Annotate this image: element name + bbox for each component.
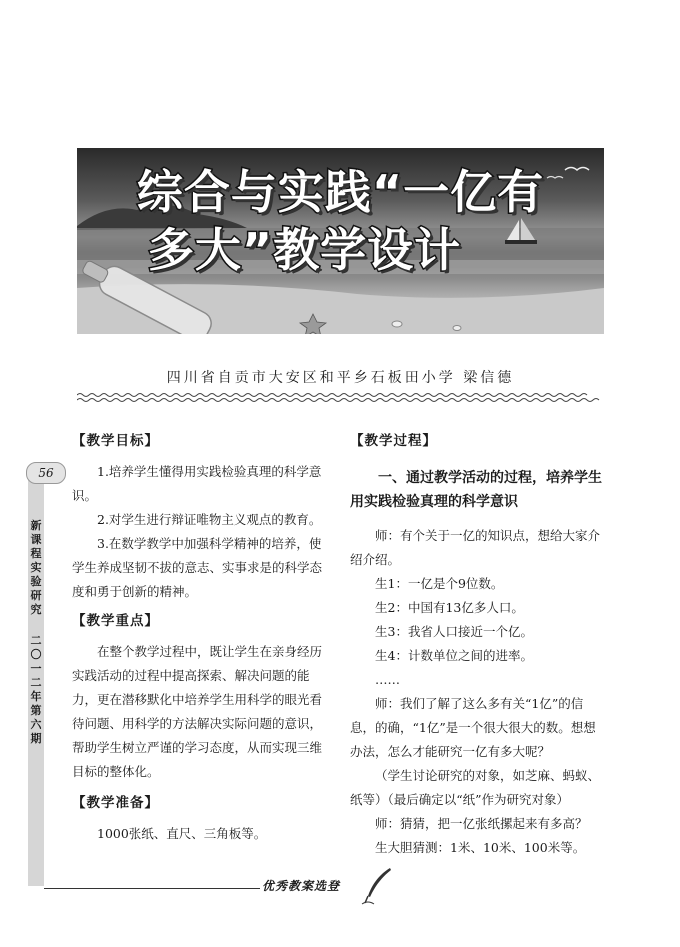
section-title: 一、通过教学活动的过程，培养学生用实践检验真理的科学意识 xyxy=(350,470,602,510)
prep-text: 1000张纸、直尺、三角板等。 xyxy=(97,826,267,841)
process-heading: 【教学过程】 xyxy=(350,433,437,449)
left-column xyxy=(72,430,330,846)
dialogue-line: 生4：计数单位之间的进率。 xyxy=(375,648,533,663)
prep-heading: 【教学准备】 xyxy=(72,795,159,811)
dialogue-line: （学生讨论研究的对象，如芝麻、蚂蚁、纸等）（最后确定以“纸”作为研究对象） xyxy=(350,768,601,807)
dialogue-line: 生2：中国有13亿多人口。 xyxy=(375,600,524,615)
dialogue-line: 师：猜猜，把一亿张纸摞起来有多高？ xyxy=(375,816,588,831)
dialogue-line: 生大胆猜测：1米、10米、100米等。 xyxy=(375,840,586,855)
title-banner xyxy=(77,148,604,334)
goals-heading: 【教学目标】 xyxy=(72,433,159,449)
quill-pen-icon xyxy=(360,866,394,906)
ellipsis-line: …… xyxy=(375,672,400,687)
banner-title-line2: 多大”教学设计 xyxy=(147,223,462,277)
footer-rule xyxy=(44,888,260,889)
wavy-divider xyxy=(77,391,604,403)
goal-item: 1.培养学生懂得用实践检验真理的科学意识。 xyxy=(72,464,322,503)
dialogue-line: 生3：我省人口接近一个亿。 xyxy=(375,624,533,639)
banner-title-line1: 综合与实践“一亿有 xyxy=(136,165,545,219)
footer-label: 优秀教案选登 xyxy=(262,879,341,893)
focus-text: 在整个教学过程中，既让学生在亲身经历实践活动的过程中提高探索、解决问题的能力，更在潜移默化中培养学生用科学的眼光看待问题、用科学的方法解决实际问题的意识，帮助学生树立严谨的学习态度，从而实现三维目标的整体化。 xyxy=(72,644,323,779)
author-line: 四川省自贡市大安区和平乡石板田小学 梁信德 xyxy=(166,370,515,386)
dialogue-line: 师：我们了解了这么多有关“1亿”的信息，的确，“1亿”是一个很大很大的数。想想办法，怎么才能研究一亿有多大呢？ xyxy=(350,696,596,759)
goal-item: 3.在数学教学中加强科学精神的培养，使学生养成坚韧不拔的意志、实事求是的科学态度和勇于创新的精神。 xyxy=(72,536,323,599)
dialogue-line: 生1：一亿是个9位数。 xyxy=(375,576,504,591)
goal-item: 2.对学生进行辩证唯物主义观点的教育。 xyxy=(97,512,322,527)
issue-label: 二〇一二年第六期 xyxy=(30,634,42,745)
right-column xyxy=(350,430,608,860)
focus-heading: 【教学重点】 xyxy=(72,613,159,629)
dialogue-line: 师：有个关于一亿的知识点，想给大家介绍介绍。 xyxy=(350,528,601,567)
page-number: 56 xyxy=(26,462,66,484)
journal-name: 新课程实验研究 xyxy=(30,519,42,616)
